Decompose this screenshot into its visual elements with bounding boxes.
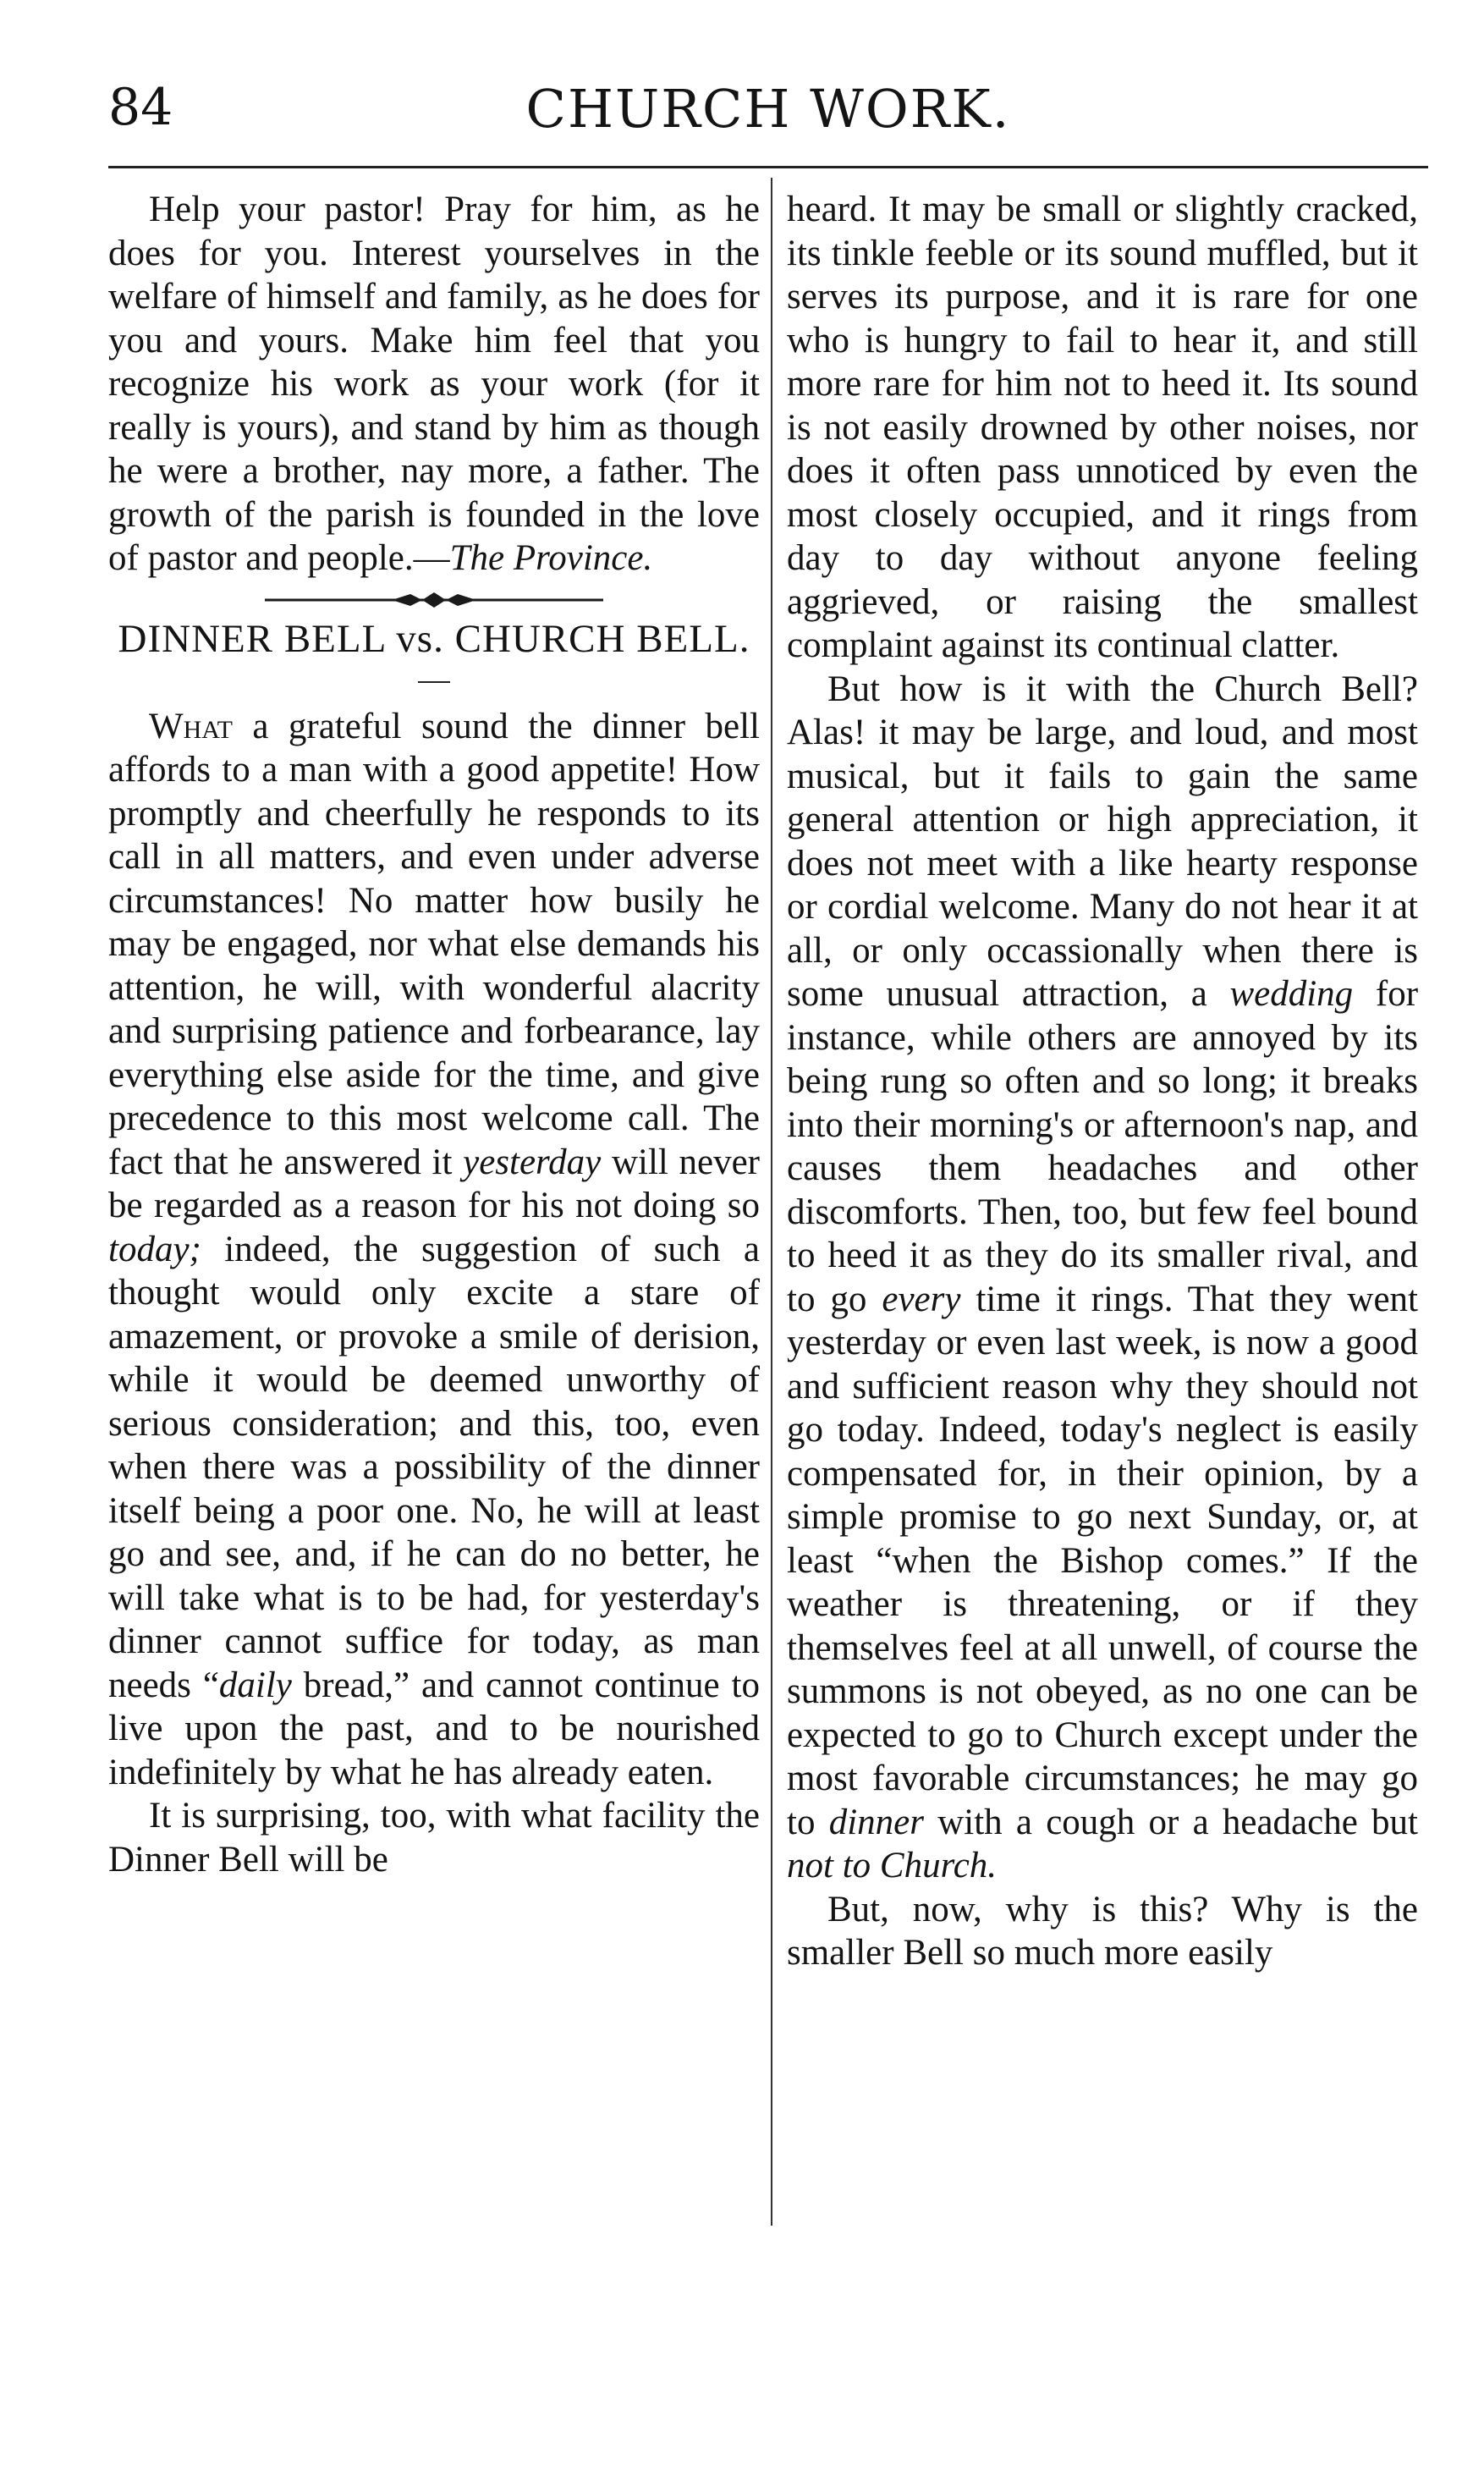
paragraph-text: with a cough or a headache but	[923, 1802, 1418, 1842]
source-citation: The Province.	[449, 538, 653, 578]
paragraph-text: bread,” and cannot continue to live upon the past, and to be nourished indefinitely by what he has already eaten.	[108, 1665, 760, 1792]
italic-text: today;	[108, 1229, 201, 1269]
italic-text: daily	[218, 1665, 292, 1705]
italic-text: wedding	[1229, 974, 1354, 1014]
heading-rule	[418, 681, 450, 683]
paragraph-help-your-pastor	[108, 188, 760, 581]
paragraph-church-bell	[787, 668, 1418, 1888]
paragraph-text: But, now, why is this? Why is the smaller Bell so much more easily	[787, 1889, 1418, 1973]
italic-text: yesterday	[463, 1142, 602, 1182]
column-divider	[771, 178, 772, 2226]
italic-text: not to Church.	[787, 1846, 998, 1885]
italic-text: every	[882, 1279, 961, 1319]
page-number: 84	[108, 78, 173, 137]
paragraph-text: for instance, while others are annoyed by its being rung so often and so long; it breaks into their morning's or afternoon's nap, and causes them headaches and other discomforts. Then, too, but few feel bound to heed it as they do its smaller rival, and to go	[787, 974, 1418, 1319]
page-header	[108, 78, 1428, 154]
italic-text: dinner	[828, 1802, 924, 1842]
running-title: CHURCH WORK.	[525, 78, 1011, 140]
paragraph-why-is-this	[787, 1888, 1418, 1975]
paragraph-text: time it rings. That they went yesterday or even last week, is now a good and sufficient reason why they should not go today. Indeed, today's neglect is easily compensated for, in their opinion, by a simple promise to go next Sunday, or, at least “when the Bishop comes.” If the weather is threatening, or if they themselves feel at all unwell, of course the summons is not obeyed, as no one can be expected to go to Church except under the most favorable circumstances; he may go to	[787, 1279, 1418, 1842]
paragraph-text: a grateful sound the dinner bell affords to a man with a good appetite! How promptly and cheerfully he responds to its call in all matters, and even under adverse circumstances! No matter how busily he may be engaged, nor what else demands his attention, he will, with wonderful alacrity and surprising patience and forbearance, lay everything else aside for the time, and give precedence to this most welcome call. The fact that he answered it	[108, 706, 760, 1182]
paragraph-text: indeed, the suggestion of such a thought would only excite a stare of amazement, or provoke a smile of derision, while it would be deemed unworthy of serious consideration; and this, too, even when there was a possibility of the dinner itself being a poor one. No, he will at least go and see, and, if he can do no better, he will take what is to be had, for yesterday's dinner cannot suffice for today, as man needs “	[108, 1229, 760, 1705]
ornament-divider-icon	[265, 591, 603, 609]
right-column	[787, 188, 1418, 2253]
paragraph-dinner-bell	[108, 705, 760, 1795]
paragraph-surprising	[108, 1794, 760, 1881]
article-heading: DINNER BELL vs. CHURCH BELL.	[118, 616, 750, 661]
header-rule	[108, 166, 1428, 168]
paragraph-text: heard. It may be small or slightly cracked, its tinkle feeble or its sound muffled, but it serves its purpose, and it is rare for one who is hungry to fail to hear it, and still more rare for him not to heed it. Its sound is not easily drowned by other noises, nor does it often pass unnoticed by even the most closely occupied, and it rings from day to day without anyone feeling aggrieved, or raising the smallest complaint against its continual clatter.	[787, 190, 1418, 665]
drop-word: What	[149, 706, 233, 746]
left-column	[108, 188, 760, 2253]
paragraph-text: It is surprising, too, with what facility the Dinner Bell will be	[108, 1796, 760, 1880]
paragraph-text: But how is it with the Church Bell? Alas! it may be large, and loud, and most musical, but it fails to gain the same general attention or high appreciation, it does not meet with a like hearty response or cordial welcome. Many do not hear it at all, or only occassionally when there is some unusual attraction, a	[787, 669, 1418, 1014]
paragraph-heard	[787, 188, 1418, 668]
paragraph-text: Help your pastor! Pray for him, as he does for you. Interest yourselves in the welfare of himself and family, as he does for you and yours. Make him feel that you recognize his work as your work (for it really is yours), and stand by him as though he were a brother, nay more, a father. The growth of the parish is founded in the love of pastor and people.—	[108, 190, 760, 578]
paragraph-text: will never be regarded as a reason for his not doing so	[108, 1142, 760, 1225]
